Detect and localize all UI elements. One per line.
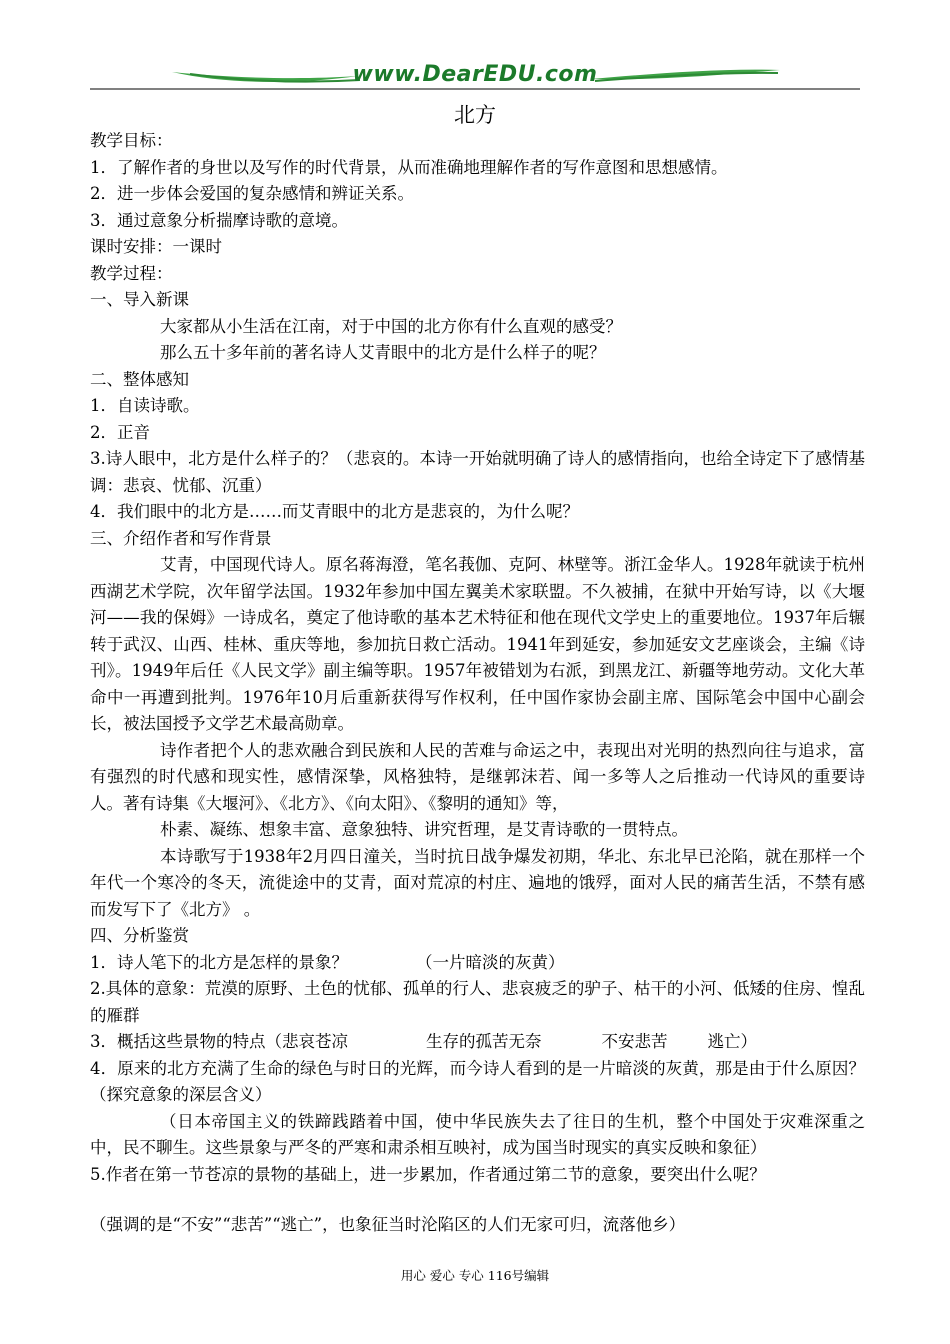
section-1-heading: 一、导入新课: [90, 290, 189, 309]
intro-question-2: 那么五十多年前的著名诗人艾青眼中的北方是什么样子的呢？: [160, 343, 606, 362]
perception-1: 1．自读诗歌。: [90, 396, 200, 415]
perception-2: 2．正音: [90, 422, 150, 442]
author-features-paragraph: 朴素、凝练、想象丰富、意象独特、讲究哲理，是艾青诗歌的一贯特点。: [160, 820, 688, 839]
page-header: [90, 58, 860, 92]
analysis-1: [90, 950, 865, 977]
section-3-heading: 三、介绍作者和写作背景: [90, 528, 272, 548]
analysis-4-answer: （日本帝国主义的铁蹄践踏着中国，使中华民族失去了往日的生机，整个中国处于灾难深重之中，民不聊生。这些景象与严冬的严寒和肃杀相互映衬，成为国当时现实的真实反映和象征）: [90, 1111, 865, 1157]
analysis-2: 2.具体的意象：荒漠的原野、土色的忧郁、孤单的行人、悲哀疲乏的驴子、枯干的小河、低矮的住房、惶乱的雁群: [90, 979, 865, 1025]
perception-4: 4．我们眼中的北方是……而艾青眼中的北方是悲哀的，为什么呢？: [90, 502, 579, 521]
analysis-1-question: 1．诗人笔下的北方是怎样的景象？: [90, 952, 348, 972]
objective-1: 1．了解作者的身世以及写作的时代背景，从而准确地理解作者的写作意图和思想感情。: [90, 157, 728, 177]
analysis-3-part-b: 生存的孤苦无奈: [426, 1032, 542, 1051]
section-2-heading: 二、整体感知: [90, 369, 189, 389]
objective-2: 2．进一步体会爱国的复杂感情和辨证关系。: [90, 184, 414, 203]
heading-objectives: 教学目标：: [90, 131, 173, 150]
analysis-4: 4．原来的北方充满了生命的绿色与时日的光辉，而今诗人看到的是一片暗淡的灰黄，那是由于什么原因？（探究意象的深层含义）: [90, 1058, 865, 1104]
analysis-5: 5.作者在第一节苍凉的景物的基础上，进一步累加，作者通过第二节的意象，要突出什么呢？: [90, 1164, 766, 1184]
poem-background-paragraph: 本诗歌写于1938年2月四日潼关，当时抗日战争爆发初期，华北、东北早已沦陷，就在那样一个年代一个寒冷的冬天，流徙途中的艾青，面对荒凉的村庄、遍地的饿殍，面对人民的痛苦生活，不禁有感而发写下了《北方》 。: [90, 846, 865, 919]
document-body: [90, 128, 865, 1239]
analysis-5-answer: （强调的是“不安”“悲苦”“逃亡”，也象征当时沦陷区的人们无家可归，流落他乡）: [90, 1215, 686, 1234]
analysis-3: [90, 1029, 865, 1056]
author-bio-paragraph: 艾青，中国现代诗人。原名蒋海澄，笔名莪伽、克阿、林壁等。浙江金华人。1928年就读于杭州西湖艺术学院，次年留学法国。1932年参加中国左翼美术家联盟。不久被捕，在狱中开始写诗，以《大堰河——我的保姆》一诗成名，奠定了他诗歌的基本艺术特征和他在现代文学史上的重要地位。1937年后辗转于武汉、山西、桂林、重庆等地，参加抗日救亡活动。1941年到延安，参加延安文艺座谈会，主编《诗刊》。1949年后任《人民文学》副主编等职。1957年被错划为右派，到黑龙江、新疆等地劳动。文化大革命中一再遭到批判。1976年10月后重新获得写作权利，任中国作家协会副主席、国际笔会中国中心副会长，被法国授予文学艺术最高勋章。: [90, 555, 865, 733]
page-footer: 用心 爱心 专心 116号编辑: [400, 1268, 550, 1283]
intro-question-1: 大家都从小生活在江南，对于中国的北方你有什么直观的感受？: [160, 316, 622, 336]
site-logo-text: www.DearEDU.com: [352, 62, 598, 87]
heading-process: 教学过程：: [90, 263, 173, 283]
analysis-3-part-d: 逃亡）: [707, 1032, 757, 1051]
analysis-3-part-a: 3．概括这些景物的特点（悲哀苍凉: [90, 1032, 348, 1051]
perception-3: 3.诗人眼中，北方是什么样子的？（悲哀的。本诗一开始就明确了诗人的感情指向，也给全诗定下了感情基调：悲哀、忧郁、沉重）: [90, 449, 865, 495]
objective-3: 3．通过意象分析揣摩诗歌的意境。: [90, 210, 348, 230]
document-title: 北方: [454, 103, 496, 127]
section-4-heading: 四、分析鉴赏: [90, 926, 189, 945]
author-style-paragraph: 诗作者把个人的悲欢融合到民族和人民的苦难与命运之中，表现出对光明的热烈向往与追求，富有强烈的时代感和现实性，感情深挚，风格独特，是继郭沫若、闻一多等人之后推动一代诗风的重要诗人。著有诗集《大堰河》、《北方》、《向太阳》、《黎明的通知》等，: [90, 740, 865, 813]
schedule-line: 课时安排：一课时: [90, 237, 222, 256]
analysis-1-answer: （一片暗淡的灰黄）: [416, 952, 565, 972]
analysis-3-part-c: 不安悲苦: [601, 1032, 668, 1051]
